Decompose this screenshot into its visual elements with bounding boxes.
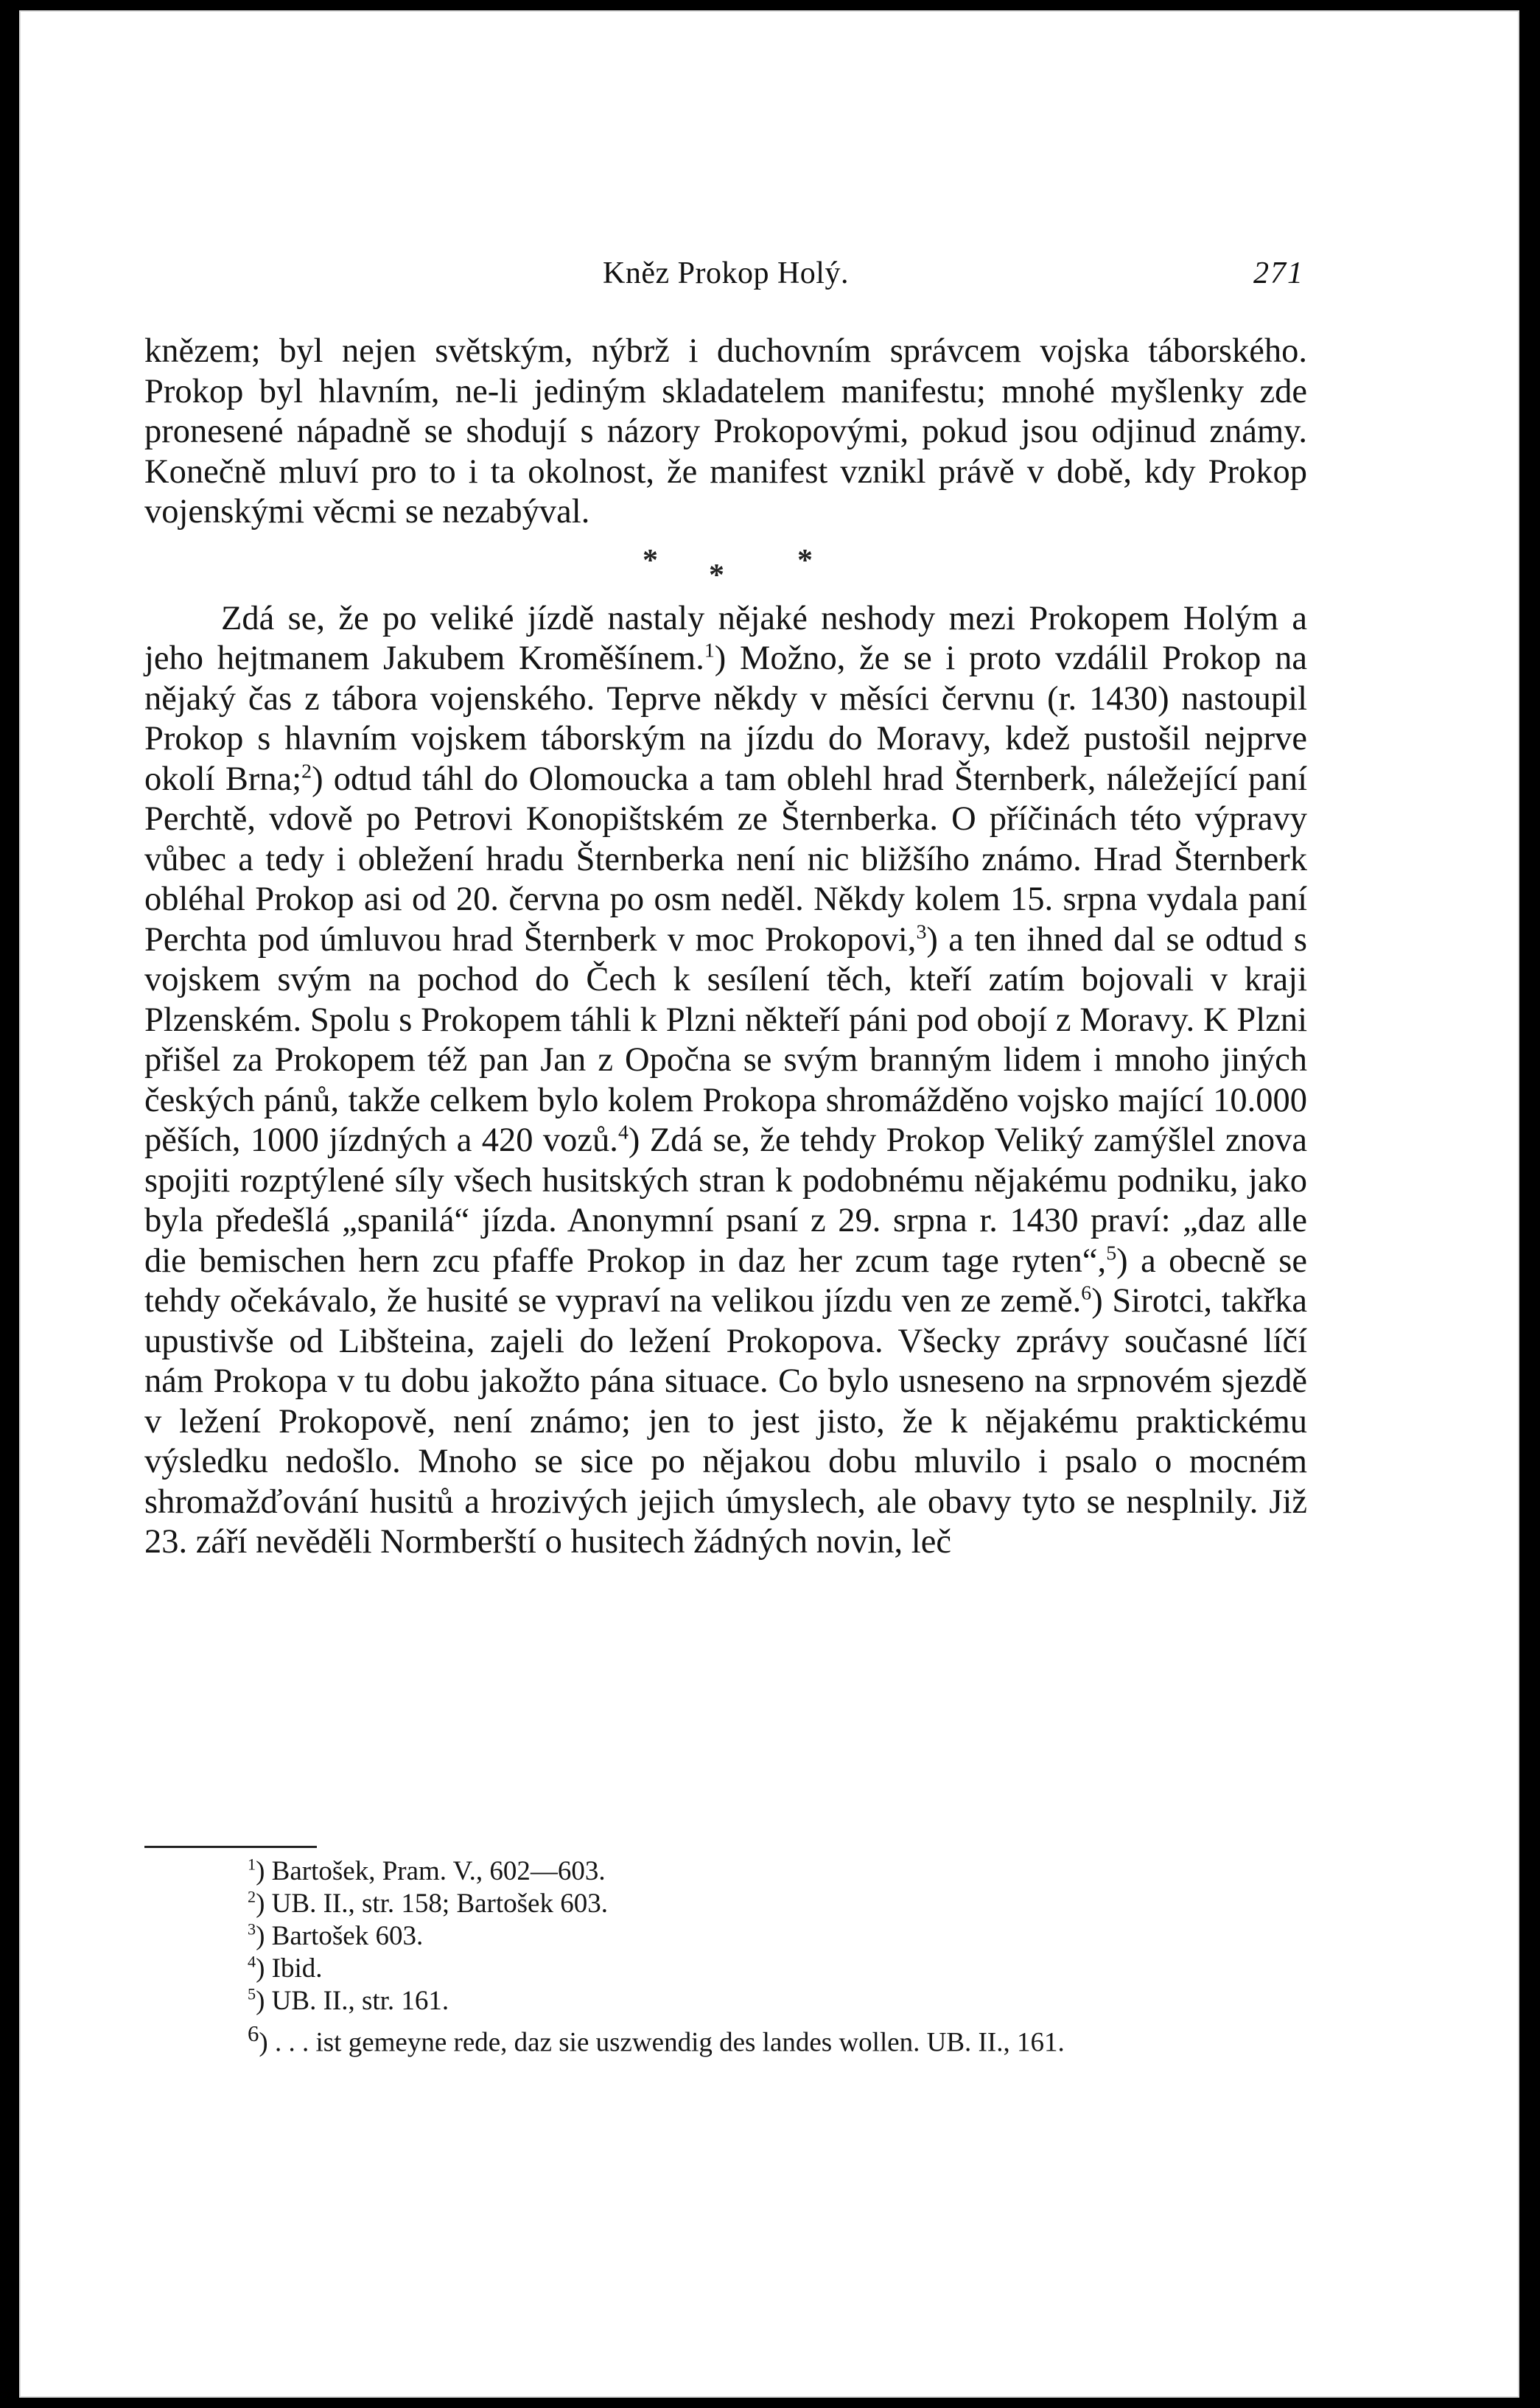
text-run: ) odtud táhl do Olomoucka a tam oblehl hrad Šternberk, náležející paní Perchtě, vdově po Petrovi Konopištském ze Šternberka. O příčinách této výpravy vůbec a tedy i obležení hradu Šternberka není nic bližšího známo. Hrad Šternberk obléhal Prokop asi od 20. června po osm neděl. Někdy kolem 15. srpna vydala paní Perchta pod úmluvou hrad Šternberk v moc Prokopovi,	[144, 760, 1307, 959]
text-run: ) a ten ihned dal se odtud s vojskem svým na pochod do Čech k sesílení těch, kteří zatím bojovali v kraji Plzenském. Spolu s Prokopem táhli k Plzni někteří páni pod obojí z Moravy. K Plzni přišel za Prokopem též pan Jan z Opočna se svým branným lidem i mnoho jiných českých pánů, takže celkem bylo kolem Prokopa shromážděno vojsko mající 10.000 pěších, 1000 jízdných a 420 vozů.	[144, 920, 1307, 1159]
footnote-ref: 2	[301, 760, 312, 783]
footnote-ref: 1	[704, 639, 715, 662]
text-run: Zdá se, že po veliké jízdě nastaly nějaké neshody mezi Prokopem Holým a jeho hejtmanem Jakubem Kroměšínem.	[144, 599, 1307, 677]
footnote-ref: 5	[1106, 1242, 1117, 1264]
footnotes	[144, 1855, 1307, 2059]
footnote	[144, 1920, 1307, 1953]
footnote-mark: 4	[248, 1952, 256, 1971]
footnote-ref: 4	[617, 1121, 629, 1144]
footnote	[144, 1888, 1307, 1920]
text-run: ) a obecně se tehdy očekávalo, že husité se vypraví na velikou jízdu ven ze země.	[144, 1242, 1307, 1320]
footnote-text: ) Bartošek 603.	[256, 1921, 424, 1951]
footnote-mark: 1	[248, 1855, 256, 1874]
paragraph-2	[144, 599, 1307, 1563]
separator-star: *	[709, 558, 724, 592]
footnote-text: ) Bartošek, Pram. V., 602—603.	[256, 1856, 606, 1886]
footnote-text: ) Ibid.	[256, 1953, 323, 1984]
text-run: ) Sirotci, takřka upustivše od Libšteina, zajeli do ležení Prokopova. Všecky zprávy současné líčí nám Prokopa v tu dobu jakožto pána situace. Co bylo usneseno na srpnovém sjezdě v ležení Prokopově, není známo; jen to jest jisto, že k nějakému praktickému výsledku nedošlo. Mnoho se sice po nějakou dobu mluvilo i psalo o mocném shromažďování husitů a hrozivých jejich úmyslech, ale obavy tyto se nesplnily. Již 23. září nevěděli Normberští o husitech žádných novin, leč	[144, 1282, 1307, 1561]
separator-star: *	[643, 543, 658, 578]
section-separator	[144, 533, 1307, 599]
footnote	[144, 2017, 1307, 2059]
running-header	[147, 256, 1304, 300]
footnote-text: ) . . . ist gemeyne rede, daz sie uszwendig des landes wollen. UB. II., 161.	[259, 2027, 1065, 2058]
footnote-mark: 5	[248, 1984, 256, 2003]
footnote-mark: 3	[248, 1919, 256, 1939]
footnote-text: ) UB. II., str. 161.	[256, 1986, 449, 2016]
text-run: ) Zdá se, že tehdy Prokop Veliký zamýšlel znova spojiti rozptýlené síly všech husitských stran k podobnému nějakému podniku, jako byla předešlá „spanilá“ jízda. Anonymní psaní z 29. srpna r. 1430 praví: „daz alle die bemischen hern zcu pfaffe Prokop in daz her zcum tage ryten“,	[144, 1121, 1308, 1280]
separator-star: *	[797, 543, 813, 578]
paragraph-1: knězem; byl nejen světským, nýbrž i duchovním správcem vojska táborského. Prokop byl hlavním, ne-li jediným skladatelem manifestu; mnohé myšlenky zde pronesené nápadně se shodují s názory Prokopovými, pokud jsou odjinud známy. Konečně mluví pro to i ta okolnost, že manifest vznikl právě v době, kdy Prokop vojenskými věcmi se nezabýval.	[144, 332, 1307, 531]
footnote-ref: 6	[1081, 1281, 1092, 1305]
footnote-mark: 6	[248, 2021, 259, 2046]
footnote	[144, 1855, 1307, 1888]
footnote-text: ) UB. II., str. 158; Bartošek 603.	[256, 1889, 608, 1919]
running-title: Kněz Prokop Holý.	[603, 256, 849, 290]
page-number: 271	[1253, 256, 1304, 290]
text-run: ) Možno, že se i proto vzdálil Prokop na nějaký čas z tábora vojenského. Teprve někdy v měsíci červnu (r. 1430) nastoupil Prokop s hlavním vojskem táborským na jízdu do Moravy, kdež pustošil nejprve okolí Brna;	[144, 640, 1307, 798]
footnote-mark: 2	[248, 1887, 256, 1906]
footnote	[144, 1985, 1307, 2017]
footnote-rule	[144, 1846, 317, 1848]
main-text	[144, 332, 1307, 1563]
footnote	[144, 1953, 1307, 1985]
footnote-ref: 3	[916, 920, 927, 943]
